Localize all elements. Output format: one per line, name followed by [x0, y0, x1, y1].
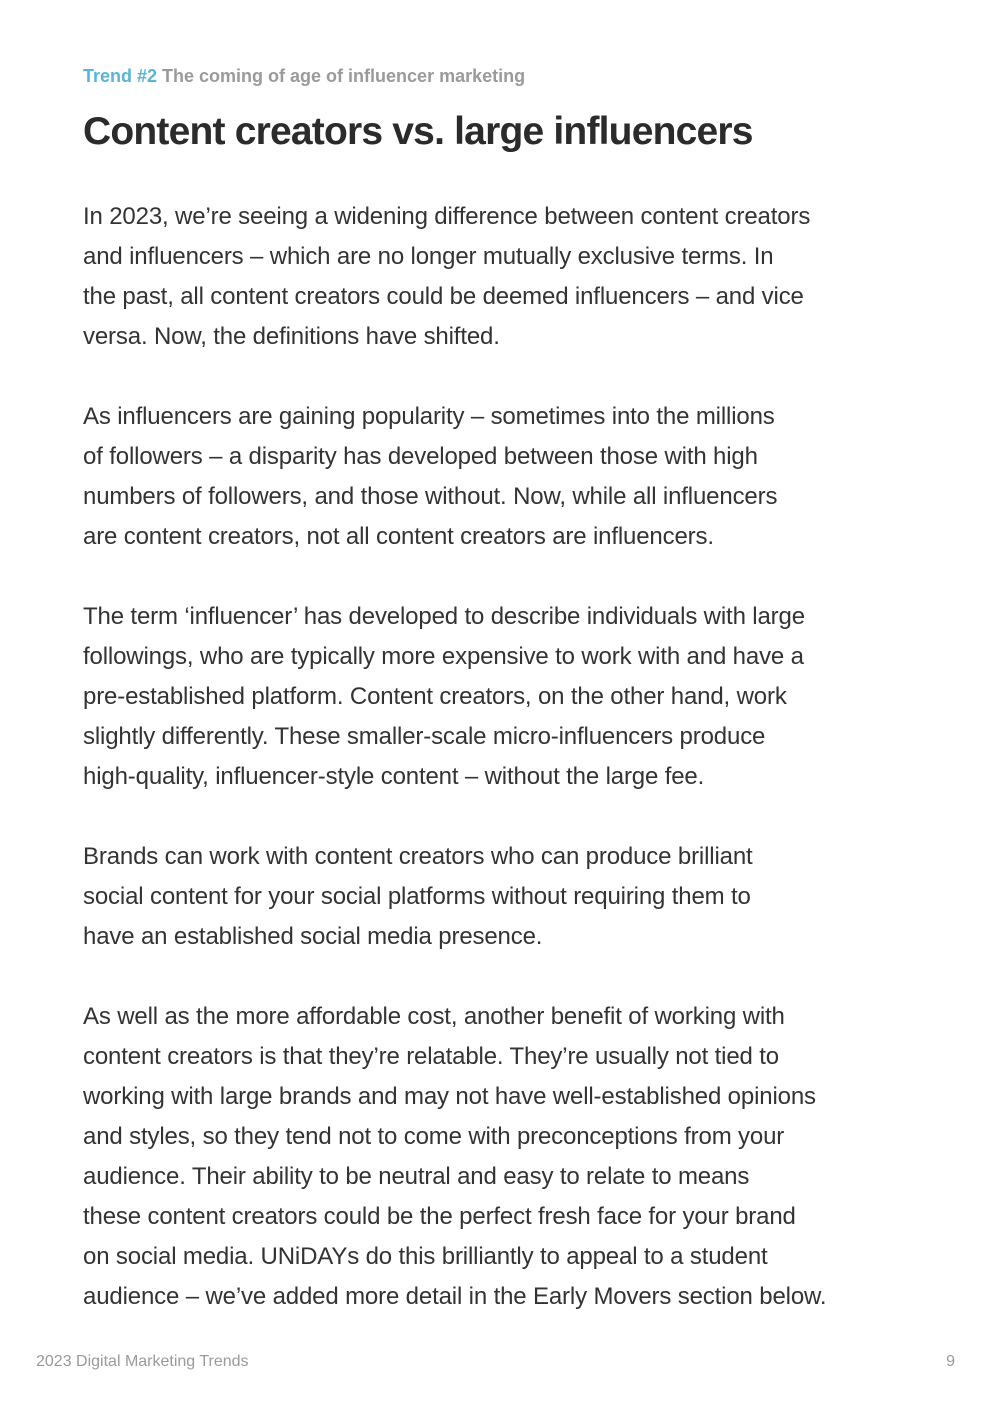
text-line: high-quality, influencer-style content – without the large fee. — [83, 763, 705, 790]
text-line: working with large brands and may not have well-established opinions — [83, 1083, 816, 1110]
text-line: In 2023, we’re seeing a widening difference between content creators — [83, 203, 811, 230]
text-line: of followers – a disparity has developed between those with high — [83, 443, 758, 470]
text-line: slightly differently. These smaller-scale micro-influencers produce — [83, 723, 766, 750]
text-line: The term ‘influencer’ has developed to describe individuals with large — [83, 603, 805, 630]
footer-page-number: 9 — [946, 1353, 955, 1370]
text-line: audience. Their ability to be neutral and easy to relate to means — [83, 1163, 750, 1190]
text-line: social content for your social platforms without requiring them to — [83, 883, 751, 910]
paragraph-1 — [83, 197, 923, 357]
text-line: have an established social media presence. — [83, 923, 543, 950]
text-line: on social media. UNiDAYs do this brilliantly to appeal to a student — [83, 1243, 768, 1270]
text-line: these content creators could be the perfect fresh face for your brand — [83, 1203, 796, 1230]
page-title: Content creators vs. large influencers — [83, 110, 753, 153]
text-line: versa. Now, the definitions have shifted. — [83, 323, 500, 350]
paragraph-5 — [83, 997, 923, 1317]
text-line: As well as the more affordable cost, another benefit of working with — [83, 1003, 785, 1030]
text-line: Brands can work with content creators who can produce brilliant — [83, 843, 753, 870]
article-body — [83, 197, 923, 1317]
paragraph-2 — [83, 397, 923, 557]
paragraph-3 — [83, 597, 923, 797]
trend-label: Trend #2 — [83, 66, 158, 86]
text-line: numbers of followers, and those without. Now, while all influencers — [83, 483, 778, 510]
paragraph-4 — [83, 837, 923, 957]
text-line: and influencers – which are no longer mutually exclusive terms. In — [83, 243, 774, 270]
text-line: and styles, so they tend not to come with preconceptions from your — [83, 1123, 785, 1150]
text-line: pre-established platform. Content creators, on the other hand, work — [83, 683, 787, 710]
text-line: content creators is that they’re relatable. They’re usually not tied to — [83, 1043, 779, 1070]
footer-document-title: 2023 Digital Marketing Trends — [36, 1353, 249, 1370]
text-line: audience – we’ve added more detail in the Early Movers section below. — [83, 1283, 827, 1310]
text-line: As influencers are gaining popularity – sometimes into the millions — [83, 403, 775, 430]
trend-title: The coming of age of influencer marketing — [162, 66, 526, 86]
text-line: followings, who are typically more expensive to work with and have a — [83, 643, 804, 670]
text-line: the past, all content creators could be deemed influencers – and vice — [83, 283, 804, 310]
text-line: are content creators, not all content creators are influencers. — [83, 523, 714, 550]
section-eyebrow — [83, 64, 525, 88]
